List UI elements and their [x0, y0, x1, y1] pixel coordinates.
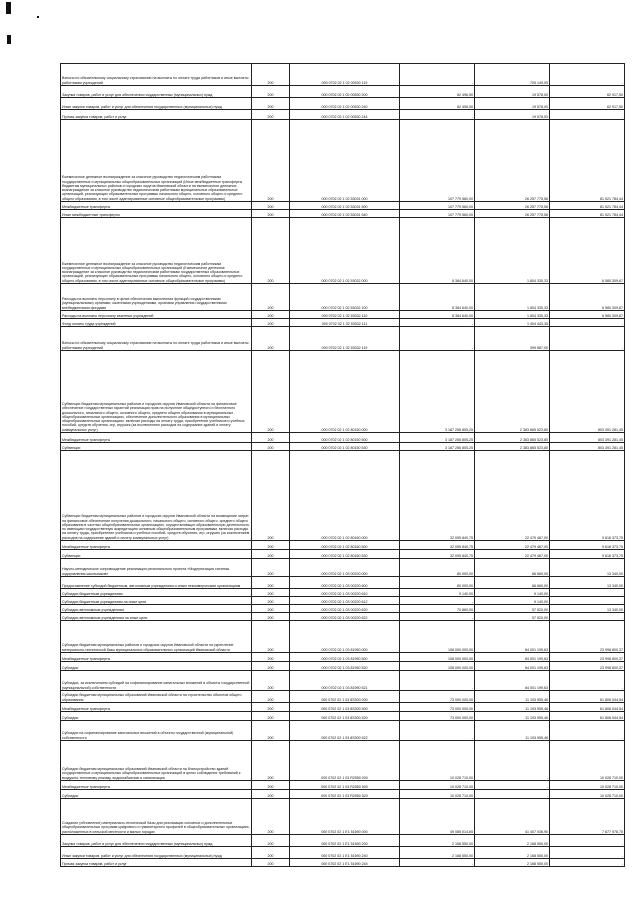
table-row — [61, 577, 625, 589]
row-name-cell: Ежемесячное денежное вознаграждение за классное руководство педагогическим работникам государственных и муниципальных общеобразовательных организаций (Ежемесячное денежное вознаграждение за классное руководство педагогическим работникам государственных образовательных организаций, реализующих образовательные программы начального общего, основного общего и среднего общего образования, в том числе адаптированные основные общеобразовательные программы) — [61, 218, 252, 284]
row-executed-cell: 84 001 199,63 — [475, 662, 550, 671]
row-unexecuted-cell: 13 340,00 — [550, 577, 625, 589]
row-unexecuted-cell: 9 616 373,75 — [550, 550, 625, 559]
row-unexecuted-cell: 81 521 784,44 — [550, 202, 625, 210]
row-approved-cell: 8 384 640,00 — [400, 311, 475, 319]
row-code-cell: 200 — [252, 351, 290, 433]
row-executed-cell: 2 168 550,00 — [475, 835, 550, 847]
row-name-cell: Субсидии, за исключением субсидий на софинансирование капитальных вложений в объекты государственной (муниципальной) собственности — [61, 671, 252, 691]
row-approved-cell: 32 095 840,75 — [400, 541, 475, 550]
row-code-cell: 200 — [252, 859, 290, 867]
row-unexecuted-cell: 6 580 309,67 — [550, 284, 625, 311]
row-kbk-cell: 000 0702 02 1 03 8S300 000 — [290, 691, 400, 703]
row-name-cell: Межбюджетные трансферты — [61, 202, 252, 210]
row-executed-cell: 1 404 443,35 — [475, 319, 550, 327]
row-name-cell: Расходы на выплаты персоналу казенных учреждений — [61, 311, 252, 319]
row-approved-cell: - — [400, 721, 475, 741]
row-name-cell: Межбюджетные трансферты — [61, 703, 252, 712]
row-executed-cell: - — [475, 781, 550, 790]
row-executed-cell: 11 193 955,46 — [475, 712, 550, 721]
row-name-cell: Субсидии автономным учреждениям — [61, 605, 252, 613]
table-row — [61, 120, 625, 202]
row-unexecuted-cell: - — [550, 835, 625, 847]
row-kbk-cell: 000 0702 02 1 E1 51690 240 — [290, 847, 400, 859]
row-kbk-cell: 000 0702 02 1 02 53031 500 — [290, 202, 400, 210]
row-name-cell: Субсидии бюджетным учреждениям — [61, 589, 252, 597]
row-executed-cell: 9 140,00 — [475, 589, 550, 597]
row-name-cell: Взносы по обязательному социальному страхованию на выплаты по оплате труда работников и иные выплаты работникам учреждений — [61, 64, 252, 86]
row-unexecuted-cell: - — [550, 671, 625, 691]
row-name-cell: Субсидии — [61, 712, 252, 721]
row-kbk-cell: 000 0702 02 1 E1 51690 244 — [290, 859, 400, 867]
row-kbk-cell: 000 0702 02 1 02 00530 200 — [290, 86, 400, 98]
row-name-cell: Субвенции — [61, 443, 252, 451]
row-approved-cell: - — [400, 319, 475, 327]
table-row — [61, 721, 625, 741]
row-approved-cell: 107 779 560,00 — [400, 120, 475, 202]
table-row — [61, 781, 625, 790]
row-executed-cell: 66 660,00 — [475, 577, 550, 589]
table-row — [61, 218, 625, 284]
row-code-cell: 200 — [252, 110, 290, 120]
row-code-cell: 200 — [252, 559, 290, 577]
row-name-cell: Субсидии бюджетным учреждениям на иные цели — [61, 597, 252, 605]
row-approved-cell: - — [400, 597, 475, 605]
row-approved-cell: 9 140,00 — [400, 589, 475, 597]
row-kbk-cell: 000 0702 02 1 02 80160 530 — [290, 550, 400, 559]
row-kbk-cell: 000 0702 02 1 03 00220 612 — [290, 597, 400, 605]
row-approved-cell: 49 085 014,65 — [400, 799, 475, 835]
row-name-cell: Субсидии бюджетам муниципальных образований Ивановской области на строительство объектов общего образования — [61, 691, 252, 703]
row-unexecuted-cell: - — [550, 327, 625, 351]
row-kbk-cell: 000 0702 02 1 E1 51690 200 — [290, 835, 400, 847]
row-name-cell: Ежемесячное денежное вознаграждение за классное руководство педагогическим работникам государственных и муниципальных общеобразовательных организаций (Иные межбюджетные трансферты бюджетам муниципальных районов и городских округов Ивановской области на ежемесячное денежное вознаграждение за классное руководство педагогическим работникам муниципальных образовательных организаций, реализующих образовательные программы начального общего, основного общего и среднего общего образования, в том числе адаптированные основные общеобразовательные программы) — [61, 120, 252, 202]
row-kbk-cell: 000 0702 02 1 03 00220 620 — [290, 605, 400, 613]
row-unexecuted-cell: - — [550, 589, 625, 597]
row-name-cell: Прочая закупка товаров, работ и услуг — [61, 859, 252, 867]
row-kbk-cell: 000 0702 02 1 03 8S300 522 — [290, 721, 400, 741]
row-approved-cell: 32 095 840,75 — [400, 451, 475, 541]
row-executed-cell: 2 383 865 523,80 — [475, 433, 550, 443]
row-kbk-cell: 000 0702 02 1 E1 51690 000 — [290, 799, 400, 835]
row-name-cell: Закупка товаров, работ и услуг для обеспечения государственных (муниципальных) нужд — [61, 835, 252, 847]
row-name-cell: Субвенции бюджетам муниципальных районов и городских округов Ивановской области на возмещение затрат на финансовое обеспечение получения дошкольного, начального общего, основного общего, среднего общего образования в частных общеобразовательных организациях, осуществляющих образовательную деятельность по имеющим государственную аккредитацию основным общеобразовательным программам, включая расходы на оплату труда, приобретение учебников и учебных пособий, средств обучения, игр, игрушек (за исключением расходов на содержание зданий и оплату коммунальных услуг) — [61, 451, 252, 541]
table-row — [61, 550, 625, 559]
row-code-cell: 200 — [252, 443, 290, 451]
row-executed-cell: 22 479 467,00 — [475, 451, 550, 541]
table-row — [61, 443, 625, 451]
row-executed-cell: - — [475, 741, 550, 781]
row-unexecuted-cell: - — [550, 319, 625, 327]
row-code-cell: 200 — [252, 605, 290, 613]
row-code-cell: 200 — [252, 210, 290, 218]
row-code-cell: 200 — [252, 691, 290, 703]
row-unexecuted-cell: 10 028 710,00 — [550, 790, 625, 799]
row-approved-cell: 10 028 710,00 — [400, 741, 475, 781]
table-row — [61, 351, 625, 433]
row-name-cell: Взносы по обязательному социальному страхованию на выплаты по оплате труда работников и иные выплаты работникам учреждений — [61, 327, 252, 351]
row-kbk-cell: 000 0702 02 1 02 53032 000 — [290, 218, 400, 284]
row-code-cell: 200 — [252, 451, 290, 541]
row-approved-cell: 80 000,00 — [400, 577, 475, 589]
row-unexecuted-cell: 62 917,50 — [550, 98, 625, 110]
row-approved-cell: 108 000 000,00 — [400, 621, 475, 653]
row-kbk-cell: 000 0702 02 1 02 53031 540 — [290, 210, 400, 218]
row-code-cell: 200 — [252, 597, 290, 605]
table-row — [61, 605, 625, 613]
row-approved-cell: - — [400, 110, 475, 120]
row-name-cell: Субвенции бюджетам муниципальных районов и городских округов Ивановской области на финансовое обеспечение государственных гарантий реализации прав на получение общедоступного и бесплатного дошкольного, начального общего, основного общего, среднего общего образования в муниципальных общеобразовательных организациях, обеспечение дополнительного образования в муниципальных общеобразовательных организациях, включая расходы на оплату труда, приобретение учебников и учебных пособий, средств обучения, игр, игрушек (за исключением расходов на содержание зданий и оплату коммунальных услуг) — [61, 351, 252, 433]
row-approved-cell: 107 779 560,00 — [400, 210, 475, 218]
row-unexecuted-cell: 13 340,00 — [550, 559, 625, 577]
row-name-cell: Субсидии — [61, 790, 252, 799]
row-kbk-cell: 000 0702 02 1 03 81950 520 — [290, 662, 400, 671]
table-row — [61, 319, 625, 327]
row-kbk-cell: 000 0702 02 1 03 81950 000 — [290, 621, 400, 653]
row-executed-cell: 9 140,00 — [475, 597, 550, 605]
row-kbk-cell: 000 0702 02 1 03 00220 600 — [290, 577, 400, 589]
row-code-cell: 200 — [252, 311, 290, 319]
row-kbk-cell: 000 0702 02 1 03 R2550 000 — [290, 741, 400, 781]
row-approved-cell: - — [400, 613, 475, 621]
table-row — [61, 589, 625, 597]
row-kbk-cell: 000 0702 02 1 03 00220 000 — [290, 559, 400, 577]
table-row — [61, 662, 625, 671]
row-kbk-cell: 000 0702 02 1 02 00530 119 — [290, 64, 400, 86]
row-approved-cell: 32 095 840,75 — [400, 550, 475, 559]
table-row — [61, 712, 625, 721]
row-kbk-cell: 000 0702 02 1 02 80150 000 — [290, 351, 400, 433]
row-kbk-cell: 000 0702 02 1 02 00530 244 — [290, 110, 400, 120]
row-executed-cell: 2 168 550,00 — [475, 847, 550, 859]
row-executed-cell: 1 804 330,33 — [475, 284, 550, 311]
row-code-cell: 200 — [252, 98, 290, 110]
row-unexecuted-cell: 23 998 800,37 — [550, 662, 625, 671]
row-approved-cell: 73 000 000,00 — [400, 691, 475, 703]
scan-mark-dot — [37, 16, 39, 18]
row-code-cell: 200 — [252, 86, 290, 98]
row-executed-cell: - — [475, 790, 550, 799]
row-unexecuted-cell: 803 391 281,45 — [550, 443, 625, 451]
row-unexecuted-cell: - — [550, 721, 625, 741]
row-approved-cell: - — [400, 859, 475, 867]
table-row — [61, 741, 625, 781]
row-executed-cell: 1 804 330,33 — [475, 311, 550, 319]
row-code-cell: 200 — [252, 781, 290, 790]
row-unexecuted-cell: 62 917,50 — [550, 86, 625, 98]
row-kbk-cell: 000 0702 02 1 02 80160 500 — [290, 541, 400, 550]
row-name-cell: Межбюджетные трансферты — [61, 781, 252, 790]
row-name-cell: Субсидии на софинансирование капитальных вложений в объекты государственной (муниципальной) собственности — [61, 721, 252, 741]
row-approved-cell: - — [400, 64, 475, 86]
table-row — [61, 613, 625, 621]
table-row — [61, 210, 625, 218]
row-executed-cell: 2 383 865 523,80 — [475, 351, 550, 433]
row-kbk-cell: 000 0702 02 1 02 53032 119 — [290, 327, 400, 351]
table-row — [61, 703, 625, 712]
row-executed-cell: 19 578,00 — [475, 98, 550, 110]
row-executed-cell: 22 479 467,00 — [475, 550, 550, 559]
row-unexecuted-cell: 6 580 309,67 — [550, 218, 625, 284]
row-approved-cell: - — [400, 671, 475, 691]
row-unexecuted-cell: 81 521 784,44 — [550, 210, 625, 218]
row-code-cell: 200 — [252, 577, 290, 589]
row-code-cell: 200 — [252, 847, 290, 859]
row-kbk-cell: 000 0702 02 1 03 8S300 500 — [290, 703, 400, 712]
row-unexecuted-cell: 10 028 710,00 — [550, 741, 625, 781]
row-kbk-cell: 000 0702 02 1 03 R2550 520 — [290, 790, 400, 799]
row-name-cell: Субсидии — [61, 662, 252, 671]
table-row — [61, 284, 625, 311]
row-code-cell: 200 — [252, 550, 290, 559]
row-kbk-cell: 000 0702 02 1 02 80160 000 — [290, 451, 400, 541]
table-row — [61, 202, 625, 210]
row-approved-cell: 8 384 640,00 — [400, 218, 475, 284]
scan-mark-top — [6, 2, 11, 14]
row-code-cell: 200 — [252, 64, 290, 86]
table-row — [61, 835, 625, 847]
row-approved-cell: 82 496,50 — [400, 98, 475, 110]
row-code-cell: 200 — [252, 712, 290, 721]
row-name-cell: Прочая закупка товаров, работ и услуг — [61, 110, 252, 120]
row-name-cell: Субвенции — [61, 550, 252, 559]
table-row — [61, 691, 625, 703]
table-row — [61, 621, 625, 653]
row-name-cell: Иные закупки товаров, работ и услуг для обеспечения государственных (муниципальных) нужд — [61, 847, 252, 859]
table-row — [61, 859, 625, 867]
row-code-cell: 200 — [252, 621, 290, 653]
row-executed-cell: 84 001 199,63 — [475, 671, 550, 691]
row-code-cell: 200 — [252, 589, 290, 597]
row-approved-cell: 107 779 560,00 — [400, 202, 475, 210]
row-name-cell: Межбюджетные трансферты — [61, 653, 252, 662]
row-approved-cell: 10 028 710,00 — [400, 790, 475, 799]
row-code-cell: 200 — [252, 120, 290, 202]
table-row — [61, 327, 625, 351]
row-executed-cell: 399 887,00 — [475, 327, 550, 351]
row-approved-cell: 3 187 256 805,25 — [400, 443, 475, 451]
row-unexecuted-cell: - — [550, 64, 625, 86]
row-name-cell: Расходы на выплаты персоналу в целях обеспечения выполнения функций государственными (муниципальными) органами, казенными учреждениями, органами управления государственными внебюджетными фондами — [61, 284, 252, 311]
row-kbk-cell: 000 0702 02 1 02 53032 100 — [290, 284, 400, 311]
row-executed-cell: 22 479 467,00 — [475, 541, 550, 550]
row-name-cell: Межбюджетные трансферты — [61, 541, 252, 550]
row-name-cell: Субсидии бюджетам муниципальных образований Ивановской области на благоустройство зданий государственных и муниципальных общеобразовательных организаций в целях соблюдения требований к воздушно-тепловому режиму, водоснабжению и канализации — [61, 741, 252, 781]
row-executed-cell: 1 804 330,33 — [475, 218, 550, 284]
table-row — [61, 64, 625, 86]
row-approved-cell: 108 000 000,00 — [400, 662, 475, 671]
table-row — [61, 799, 625, 835]
row-approved-cell: 80 000,00 — [400, 559, 475, 577]
row-kbk-cell: 000 0702 02 1 03 R2550 500 — [290, 781, 400, 790]
row-executed-cell: 11 193 955,46 — [475, 703, 550, 712]
table-row — [61, 98, 625, 110]
row-approved-cell: 2 168 550,00 — [400, 835, 475, 847]
scan-mark-middle — [7, 35, 11, 44]
row-approved-cell: 108 000 000,00 — [400, 653, 475, 662]
row-code-cell: 200 — [252, 790, 290, 799]
table-row — [61, 847, 625, 859]
row-unexecuted-cell: 803 391 281,45 — [550, 351, 625, 433]
row-code-cell: 200 — [252, 284, 290, 311]
row-unexecuted-cell: 23 998 800,37 — [550, 621, 625, 653]
row-executed-cell: 11 193 955,46 — [475, 721, 550, 741]
table-row — [61, 110, 625, 120]
row-unexecuted-cell: 6 580 309,67 — [550, 311, 625, 319]
row-unexecuted-cell: - — [550, 597, 625, 605]
row-unexecuted-cell: - — [550, 613, 625, 621]
row-executed-cell: 26 257 775,56 — [475, 120, 550, 202]
row-executed-cell: 41 407 036,90 — [475, 799, 550, 835]
row-code-cell: 200 — [252, 433, 290, 443]
row-name-cell: Фонд оплаты труда учреждений — [61, 319, 252, 327]
row-approved-cell: 8 384 640,00 — [400, 284, 475, 311]
row-code-cell: 200 — [252, 202, 290, 210]
row-executed-cell: 57 520,00 — [475, 613, 550, 621]
row-unexecuted-cell: 61 806 044,54 — [550, 703, 625, 712]
row-code-cell: 200 — [252, 741, 290, 781]
table-row — [61, 653, 625, 662]
row-kbk-cell: 000 0702 02 1 03 81950 521 — [290, 671, 400, 691]
row-executed-cell: 57 520,00 — [475, 605, 550, 613]
row-executed-cell: 26 257 775,56 — [475, 210, 550, 218]
row-approved-cell: 2 168 550,00 — [400, 847, 475, 859]
row-unexecuted-cell: 10 028 710,00 — [550, 781, 625, 790]
row-code-cell: 200 — [252, 671, 290, 691]
table-row — [61, 597, 625, 605]
table-row — [61, 451, 625, 541]
row-name-cell: Субсидии автономным учреждениям на иные цели — [61, 613, 252, 621]
row-unexecuted-cell: 803 391 281,45 — [550, 433, 625, 443]
table-row — [61, 541, 625, 550]
row-kbk-cell: 000 0702 02 1 02 80150 500 — [290, 433, 400, 443]
row-code-cell: 200 — [252, 662, 290, 671]
row-approved-cell: 10 028 710,00 — [400, 781, 475, 790]
row-unexecuted-cell: 13 340,00 — [550, 605, 625, 613]
row-name-cell: Создание (обновление) материально-технической базы для реализации основных и дополнительных общеобразовательных программ цифрового и гуманитарного профилей в общеобразовательных организациях, расположенных в сельской местности и малых городах — [61, 799, 252, 835]
table-row — [61, 86, 625, 98]
row-unexecuted-cell: - — [550, 859, 625, 867]
row-name-cell: Иные закупки товаров, работ и услуг для обеспечения государственных (муниципальных) нужд — [61, 98, 252, 110]
table-row — [61, 790, 625, 799]
row-code-cell: 200 — [252, 613, 290, 621]
row-unexecuted-cell: 81 521 784,44 — [550, 120, 625, 202]
row-name-cell: Межбюджетные трансферты — [61, 433, 252, 443]
row-kbk-cell: 000 0702 02 1 02 53032 110 — [290, 311, 400, 319]
row-unexecuted-cell: 61 806 044,54 — [550, 712, 625, 721]
row-executed-cell: 2 383 865 523,80 — [475, 443, 550, 451]
row-approved-cell: 73 000 000,00 — [400, 703, 475, 712]
row-approved-cell: 3 187 256 805,25 — [400, 351, 475, 433]
row-kbk-cell: 000 0702 02 1 02 53031 000 — [290, 120, 400, 202]
row-executed-cell: 26 257 775,56 — [475, 202, 550, 210]
table-row — [61, 433, 625, 443]
row-executed-cell: 84 001 199,63 — [475, 653, 550, 662]
row-executed-cell: 84 001 199,63 — [475, 621, 550, 653]
row-code-cell: 200 — [252, 319, 290, 327]
row-unexecuted-cell: 61 806 044,54 — [550, 691, 625, 703]
row-code-cell: 200 — [252, 327, 290, 351]
row-name-cell: Иные межбюджетные трансферты — [61, 210, 252, 218]
row-approved-cell: 73 000 000,00 — [400, 712, 475, 721]
row-unexecuted-cell: - — [550, 847, 625, 859]
row-executed-cell: 705 149,05 — [475, 64, 550, 86]
row-approved-cell: 3 187 256 805,25 — [400, 433, 475, 443]
row-executed-cell: 2 168 550,00 — [475, 859, 550, 867]
row-unexecuted-cell: 9 616 373,75 — [550, 541, 625, 550]
row-kbk-cell: 000 0702 02 1 02 00530 240 — [290, 98, 400, 110]
row-name-cell: Субсидии бюджетам муниципальных районов и городских округов Ивановской области на укрепление материально-технической базы муниципальных образовательных организаций Ивановской области — [61, 621, 252, 653]
row-code-cell: 200 — [252, 835, 290, 847]
row-unexecuted-cell: 23 998 800,37 — [550, 653, 625, 662]
row-approved-cell: 70 860,00 — [400, 605, 475, 613]
row-name-cell: Предоставление субсидий бюджетным, автономным учреждениям и иным некоммерческим организациям — [61, 577, 252, 589]
budget-execution-table — [60, 63, 625, 867]
row-code-cell: 200 — [252, 799, 290, 835]
row-code-cell: 200 — [252, 721, 290, 741]
row-code-cell: 200 — [252, 703, 290, 712]
row-name-cell: Научно-методическое сопровождение реализации регионального проекта «Модернизация системы оздоровления школьников» — [61, 559, 252, 577]
row-kbk-cell: 000 0702 02 1 03 81950 500 — [290, 653, 400, 662]
row-kbk-cell: 000 0702 02 1 02 80150 530 — [290, 443, 400, 451]
table-row — [61, 559, 625, 577]
row-kbk-cell: 000 0702 02 1 03 00220 610 — [290, 589, 400, 597]
row-executed-cell: 19 578,00 — [475, 110, 550, 120]
row-kbk-cell: 000 0702 02 1 02 53032 111 — [290, 319, 400, 327]
table-row — [61, 311, 625, 319]
row-kbk-cell: 000 0702 02 1 03 00220 622 — [290, 613, 400, 621]
row-kbk-cell: 000 0702 02 1 03 8S300 520 — [290, 712, 400, 721]
row-approved-cell: - — [400, 327, 475, 351]
row-executed-cell: 11 193 955,46 — [475, 691, 550, 703]
row-code-cell: 200 — [252, 541, 290, 550]
row-code-cell: 200 — [252, 653, 290, 662]
row-approved-cell: 82 496,50 — [400, 86, 475, 98]
row-unexecuted-cell: 9 616 373,75 — [550, 451, 625, 541]
row-executed-cell: 19 578,00 — [475, 86, 550, 98]
row-executed-cell: 66 660,00 — [475, 559, 550, 577]
row-code-cell: 200 — [252, 218, 290, 284]
table-row — [61, 671, 625, 691]
row-unexecuted-cell: 7 677 978,75 — [550, 799, 625, 835]
row-unexecuted-cell: - — [550, 110, 625, 120]
row-name-cell: Закупка товаров, работ и услуг для обеспечения государственных (муниципальных) нужд — [61, 86, 252, 98]
